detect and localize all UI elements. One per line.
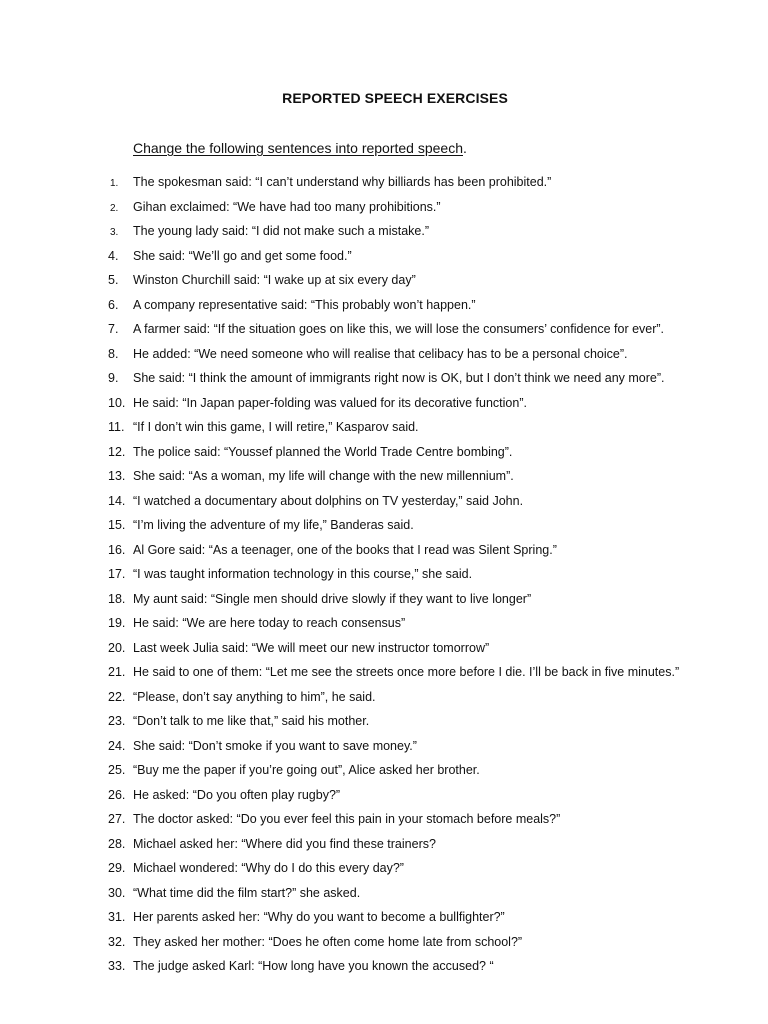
item-text: The judge asked Karl: “How long have you known the accused? “ — [133, 959, 494, 973]
item-number: 9. — [108, 371, 119, 385]
list-item — [100, 785, 679, 810]
item-text: He said: “In Japan paper-folding was valued for its decorative function”. — [133, 395, 527, 410]
instruction — [133, 140, 467, 156]
list-item — [100, 393, 679, 418]
item-text: He said: “We are here today to reach consensus” — [133, 616, 406, 630]
item-text: “I’m living the adventure of my life,” Banderas said. — [133, 518, 414, 532]
item-number: 16. — [108, 542, 126, 557]
item-text: Her parents asked her: “Why do you want to become a bullfighter?” — [133, 910, 505, 924]
list-item — [100, 221, 679, 246]
item-number: 29. — [108, 861, 126, 875]
list-item — [100, 638, 679, 663]
instruction-period: . — [463, 140, 467, 156]
list-item — [100, 368, 679, 393]
item-number: 5. — [108, 273, 119, 287]
list-item — [100, 515, 679, 540]
item-text: Last week Julia said: “We will meet our new instructor tomorrow” — [133, 640, 490, 655]
item-number: 8. — [108, 346, 119, 361]
list-item — [100, 736, 679, 761]
list-item — [100, 589, 679, 614]
item-number: 18. — [108, 591, 126, 606]
item-text: He said to one of them: “Let me see the streets once more before I die. I’ll be back in five minutes.” — [133, 665, 680, 679]
item-number: 10. — [108, 395, 126, 410]
item-text: She said: “As a woman, my life will change with the new millennium”. — [133, 469, 514, 483]
item-text: He asked: “Do you often play rugby?” — [133, 787, 341, 802]
item-text: Michael asked her: “Where did you find these trainers? — [133, 836, 436, 851]
item-number: 14. — [108, 493, 126, 508]
list-item — [100, 956, 679, 981]
item-text: The young lady said: “I did not make such a mistake.” — [133, 224, 429, 238]
item-text: Michael wondered: “Why do I do this every day?” — [133, 861, 404, 875]
item-number: 20. — [108, 640, 126, 655]
page-title: REPORTED SPEECH EXERCISES — [282, 90, 508, 106]
list-item — [100, 442, 679, 467]
item-number: 2. — [110, 202, 119, 214]
item-text: They asked her mother: “Does he often come home late from school?” — [133, 934, 523, 949]
list-item — [100, 270, 679, 295]
item-text: “I was taught information technology in this course,” she said. — [133, 567, 473, 581]
item-text: A farmer said: “If the situation goes on like this, we will lose the consumers’ confidence for ever”. — [133, 322, 665, 336]
list-item — [100, 295, 679, 320]
item-number: 22. — [108, 689, 126, 704]
list-item — [100, 760, 679, 785]
item-number: 19. — [108, 616, 126, 630]
list-item — [100, 197, 679, 222]
item-number: 1. — [110, 178, 119, 189]
item-number: 12. — [108, 444, 126, 459]
item-number: 11. — [108, 420, 125, 434]
item-number: 33. — [108, 959, 126, 973]
item-number: 6. — [108, 297, 119, 312]
item-text: “Please, don’t say anything to him”, he said. — [133, 689, 376, 704]
item-number: 23. — [108, 714, 126, 728]
instruction-text: Change the following sentences into reported speech — [133, 140, 463, 156]
item-number: 24. — [108, 738, 126, 753]
item-text: The spokesman said: “I can’t understand why billiards has been prohibited.” — [133, 175, 552, 189]
item-number: 28. — [108, 836, 126, 851]
list-item — [100, 417, 679, 442]
exercise-list — [100, 172, 679, 981]
list-item — [100, 932, 679, 957]
list-item — [100, 711, 679, 736]
list-item — [100, 613, 679, 638]
item-text: Winston Churchill said: “I wake up at six every day” — [133, 273, 416, 287]
item-text: She said: “Don’t smoke if you want to save money.” — [133, 738, 417, 753]
item-number: 25. — [108, 763, 126, 777]
item-text: Al Gore said: “As a teenager, one of the books that I read was Silent Spring.” — [133, 542, 557, 557]
list-item — [100, 809, 679, 834]
item-text: He added: “We need someone who will realise that celibacy has to be a personal choice”. — [133, 346, 628, 361]
item-text: She said: “I think the amount of immigrants right now is OK, but I don’t think we need any more”. — [133, 371, 665, 385]
item-number: 27. — [108, 812, 126, 826]
item-text: The police said: “Youssef planned the World Trade Centre bombing”. — [133, 444, 513, 459]
item-number: 21. — [108, 665, 126, 679]
item-text: “Buy me the paper if you’re going out”, Alice asked her brother. — [133, 763, 480, 777]
item-number: 26. — [108, 787, 126, 802]
list-item — [100, 834, 679, 859]
item-number: 4. — [108, 248, 119, 263]
list-item — [100, 319, 679, 344]
item-number: 13. — [108, 469, 126, 483]
list-item — [100, 687, 679, 712]
item-text: “I watched a documentary about dolphins on TV yesterday,” said John. — [133, 493, 524, 508]
item-text: My aunt said: “Single men should drive slowly if they want to live longer” — [133, 591, 532, 606]
item-text: “If I don’t win this game, I will retire,” Kasparov said. — [133, 420, 419, 434]
item-number: 3. — [110, 227, 119, 238]
item-text: The doctor asked: “Do you ever feel this pain in your stomach before meals?” — [133, 812, 561, 826]
item-number: 7. — [108, 322, 119, 336]
list-item — [100, 466, 679, 491]
item-text: “What time did the film start?” she asked. — [133, 885, 361, 900]
item-number: 31. — [108, 910, 126, 924]
list-item — [100, 662, 679, 687]
item-number: 17. — [108, 567, 126, 581]
list-item — [100, 246, 679, 271]
list-item — [100, 858, 679, 883]
list-item — [100, 172, 679, 197]
item-text: Gihan exclaimed: “We have had too many prohibitions.” — [133, 199, 441, 214]
item-text: She said: “We’ll go and get some food.” — [133, 248, 352, 263]
list-item — [100, 907, 679, 932]
list-item — [100, 883, 679, 908]
list-item — [100, 540, 679, 565]
item-number: 30. — [108, 885, 126, 900]
list-item — [100, 344, 679, 369]
item-text: A company representative said: “This probably won’t happen.” — [133, 297, 476, 312]
item-text: “Don’t talk to me like that,” said his mother. — [133, 714, 370, 728]
item-number: 32. — [108, 934, 126, 949]
list-item — [100, 564, 679, 589]
list-item — [100, 491, 679, 516]
item-number: 15. — [108, 518, 126, 532]
